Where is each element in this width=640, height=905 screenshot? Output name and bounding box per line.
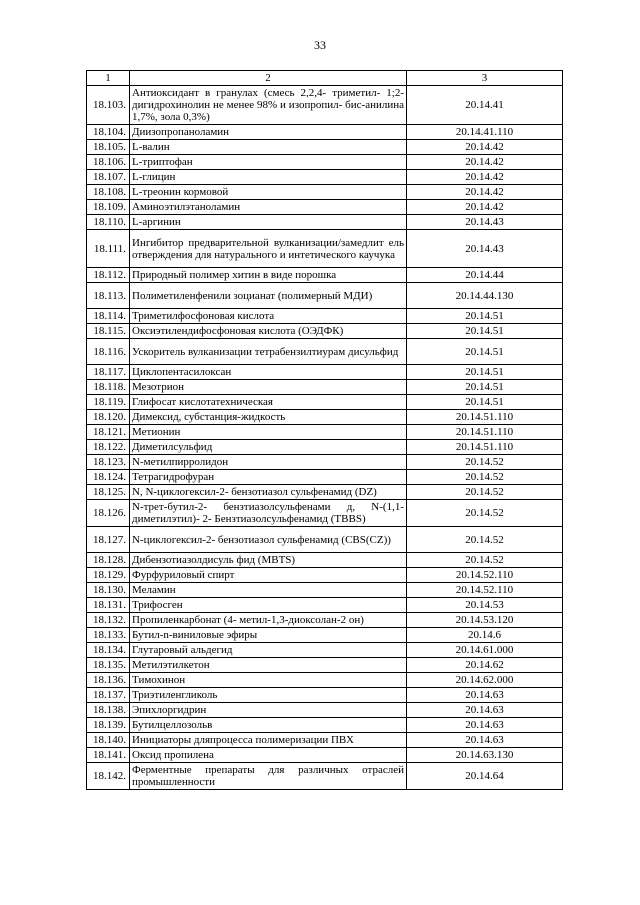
row-name: Ускоритель вулканизации тетрабензилтиурам дисульфид <box>130 339 407 365</box>
row-name: Аминоэтилэтаноламин <box>130 200 407 215</box>
row-code: 20.14.42 <box>407 140 563 155</box>
row-code: 20.14.62 <box>407 658 563 673</box>
row-name: Бутилцеллозольв <box>130 718 407 733</box>
row-number: 18.130. <box>87 583 130 598</box>
classification-table <box>86 70 563 790</box>
row-number: 18.129. <box>87 568 130 583</box>
column-header-2: 2 <box>130 71 407 86</box>
row-name: Оксиэтилендифосфоновая кислота (ОЭДФК) <box>130 324 407 339</box>
row-number: 18.110. <box>87 215 130 230</box>
row-number: 18.140. <box>87 733 130 748</box>
row-number: 18.134. <box>87 643 130 658</box>
row-name: N-циклогексил-2- бензотиазол сульфенамид (CBS(CZ)) <box>130 527 407 553</box>
row-code: 20.14.64 <box>407 763 563 790</box>
row-name: Метилэтилкетон <box>130 658 407 673</box>
row-number: 18.104. <box>87 125 130 140</box>
table-row <box>87 365 563 380</box>
row-number: 18.114. <box>87 309 130 324</box>
row-number: 18.106. <box>87 155 130 170</box>
table-row <box>87 733 563 748</box>
row-code: 20.14.43 <box>407 230 563 268</box>
column-header-1: 1 <box>87 71 130 86</box>
row-code: 20.14.43 <box>407 215 563 230</box>
row-code: 20.14.52 <box>407 527 563 553</box>
table-row <box>87 425 563 440</box>
row-code: 20.14.52.110 <box>407 568 563 583</box>
table-row <box>87 380 563 395</box>
table-row <box>87 170 563 185</box>
row-number: 18.103. <box>87 86 130 125</box>
row-number: 18.127. <box>87 527 130 553</box>
table-row <box>87 395 563 410</box>
row-number: 18.136. <box>87 673 130 688</box>
row-code: 20.14.42 <box>407 155 563 170</box>
row-name: Эпихлоргидрин <box>130 703 407 718</box>
row-code: 20.14.61.000 <box>407 643 563 658</box>
row-name: L-аргинин <box>130 215 407 230</box>
table-row <box>87 339 563 365</box>
row-code: 20.14.51 <box>407 395 563 410</box>
row-name: Метионин <box>130 425 407 440</box>
table-row <box>87 500 563 527</box>
row-number: 18.107. <box>87 170 130 185</box>
row-code: 20.14.42 <box>407 200 563 215</box>
row-number: 18.119. <box>87 395 130 410</box>
table-row <box>87 200 563 215</box>
table-row <box>87 527 563 553</box>
row-code: 20.14.41 <box>407 86 563 125</box>
row-number: 18.124. <box>87 470 130 485</box>
row-number: 18.108. <box>87 185 130 200</box>
row-code: 20.14.52 <box>407 455 563 470</box>
table-row <box>87 658 563 673</box>
row-code: 20.14.63 <box>407 733 563 748</box>
table-row <box>87 86 563 125</box>
table-header <box>87 71 563 86</box>
row-code: 20.14.53.120 <box>407 613 563 628</box>
row-name: Диметилсульфид <box>130 440 407 455</box>
row-name: N-трет-бутил-2- бензтиазолсульфенами д, N-(1,1-диметилэтил)- 2- Бензтиазолсульфенамид (TBBS) <box>130 500 407 527</box>
row-name: Фурфуриловый спирт <box>130 568 407 583</box>
row-number: 18.132. <box>87 613 130 628</box>
row-code: 20.14.63 <box>407 688 563 703</box>
row-name: Пропиленкарбонат (4- метил-1,3-диоксолан-2 он) <box>130 613 407 628</box>
row-name: Меламин <box>130 583 407 598</box>
row-number: 18.112. <box>87 268 130 283</box>
table-row <box>87 583 563 598</box>
table-row <box>87 485 563 500</box>
table-row <box>87 568 563 583</box>
row-name: L-глицин <box>130 170 407 185</box>
row-name: Глутаровый альдегид <box>130 643 407 658</box>
row-number: 18.111. <box>87 230 130 268</box>
table-row <box>87 309 563 324</box>
row-number: 18.125. <box>87 485 130 500</box>
table-row <box>87 643 563 658</box>
row-name: Циклопентасилоксан <box>130 365 407 380</box>
row-number: 18.122. <box>87 440 130 455</box>
row-name: Антиоксидант в гранулах (смесь 2,2,4- триметил- 1;2-дигидрохинолин не менее 98% и изопропил- бис-анилина 1,7%, зола 0,3%) <box>130 86 407 125</box>
row-code: 20.14.51 <box>407 309 563 324</box>
row-name: Ингибитор предварительной вулканизации/замедлит ель отверждения для натурального и интетического каучука <box>130 230 407 268</box>
row-name: Димексид, субстанция-жидкость <box>130 410 407 425</box>
row-code: 20.14.51 <box>407 324 563 339</box>
row-code: 20.14.52 <box>407 470 563 485</box>
row-number: 18.128. <box>87 553 130 568</box>
row-code: 20.14.51 <box>407 339 563 365</box>
row-code: 20.14.42 <box>407 170 563 185</box>
table-row <box>87 628 563 643</box>
table-row <box>87 598 563 613</box>
table-row <box>87 553 563 568</box>
row-name: Триметилфосфоновая кислота <box>130 309 407 324</box>
row-name: Тимохинон <box>130 673 407 688</box>
row-name: Дибензотиазолдисуль фид (MBTS) <box>130 553 407 568</box>
row-name: L-триптофан <box>130 155 407 170</box>
row-code: 20.14.51.110 <box>407 410 563 425</box>
row-code: 20.14.44 <box>407 268 563 283</box>
row-code: 20.14.51.110 <box>407 425 563 440</box>
row-number: 18.105. <box>87 140 130 155</box>
row-code: 20.14.52 <box>407 485 563 500</box>
table-row <box>87 324 563 339</box>
row-name: Трифосген <box>130 598 407 613</box>
row-name: N-метилпирролидон <box>130 455 407 470</box>
table-row <box>87 410 563 425</box>
row-number: 18.113. <box>87 283 130 309</box>
row-code: 20.14.51 <box>407 365 563 380</box>
row-name: Мезотрион <box>130 380 407 395</box>
row-name: L-треонин кормовой <box>130 185 407 200</box>
table-row <box>87 125 563 140</box>
table-row <box>87 763 563 790</box>
row-name: Ферментные препараты для различных отраслей промышленности <box>130 763 407 790</box>
row-number: 18.109. <box>87 200 130 215</box>
row-code: 20.14.63.130 <box>407 748 563 763</box>
table-row <box>87 185 563 200</box>
table-row <box>87 748 563 763</box>
table-row <box>87 283 563 309</box>
row-number: 18.117. <box>87 365 130 380</box>
table-row <box>87 470 563 485</box>
row-name: Диизопропаноламин <box>130 125 407 140</box>
table-row <box>87 155 563 170</box>
row-code: 20.14.42 <box>407 185 563 200</box>
row-name: Триэтиленгликоль <box>130 688 407 703</box>
row-number: 18.116. <box>87 339 130 365</box>
table-row <box>87 455 563 470</box>
row-name: L-валин <box>130 140 407 155</box>
row-number: 18.123. <box>87 455 130 470</box>
table-row <box>87 688 563 703</box>
row-name: Полиметиленфенили зоцианат (полимерный МДИ) <box>130 283 407 309</box>
page-number: 33 <box>314 38 326 52</box>
row-number: 18.141. <box>87 748 130 763</box>
row-code: 20.14.6 <box>407 628 563 643</box>
column-header-3: 3 <box>407 71 563 86</box>
table-row <box>87 268 563 283</box>
table-row <box>87 718 563 733</box>
row-code: 20.14.52 <box>407 553 563 568</box>
row-name: Природный полимер хитин в виде порошка <box>130 268 407 283</box>
row-number: 18.137. <box>87 688 130 703</box>
table-body <box>87 86 563 790</box>
row-code: 20.14.62.000 <box>407 673 563 688</box>
row-number: 18.115. <box>87 324 130 339</box>
row-name: Инициаторы дляпроцесса полимеризации ПВХ <box>130 733 407 748</box>
row-name: Тетрагидрофуран <box>130 470 407 485</box>
row-code: 20.14.52 <box>407 500 563 527</box>
row-number: 18.131. <box>87 598 130 613</box>
row-number: 18.118. <box>87 380 130 395</box>
row-number: 18.142. <box>87 763 130 790</box>
table-row <box>87 440 563 455</box>
row-number: 18.126. <box>87 500 130 527</box>
row-code: 20.14.52.110 <box>407 583 563 598</box>
row-name: Бутил-n-виниловые эфиры <box>130 628 407 643</box>
table-row <box>87 140 563 155</box>
row-number: 18.133. <box>87 628 130 643</box>
row-number: 18.138. <box>87 703 130 718</box>
row-code: 20.14.53 <box>407 598 563 613</box>
table-row <box>87 673 563 688</box>
row-code: 20.14.51.110 <box>407 440 563 455</box>
row-name: Оксид пропилена <box>130 748 407 763</box>
row-code: 20.14.51 <box>407 380 563 395</box>
row-code: 20.14.41.110 <box>407 125 563 140</box>
row-code: 20.14.44.130 <box>407 283 563 309</box>
table-row <box>87 613 563 628</box>
row-number: 18.135. <box>87 658 130 673</box>
row-number: 18.139. <box>87 718 130 733</box>
row-number: 18.120. <box>87 410 130 425</box>
table-row <box>87 230 563 268</box>
table-row <box>87 703 563 718</box>
row-name: N, N-циклогексил-2- бензотиазол сульфенамид (DZ) <box>130 485 407 500</box>
row-name: Глифосат кислотатехническая <box>130 395 407 410</box>
table-row <box>87 215 563 230</box>
row-code: 20.14.63 <box>407 703 563 718</box>
row-code: 20.14.63 <box>407 718 563 733</box>
row-number: 18.121. <box>87 425 130 440</box>
